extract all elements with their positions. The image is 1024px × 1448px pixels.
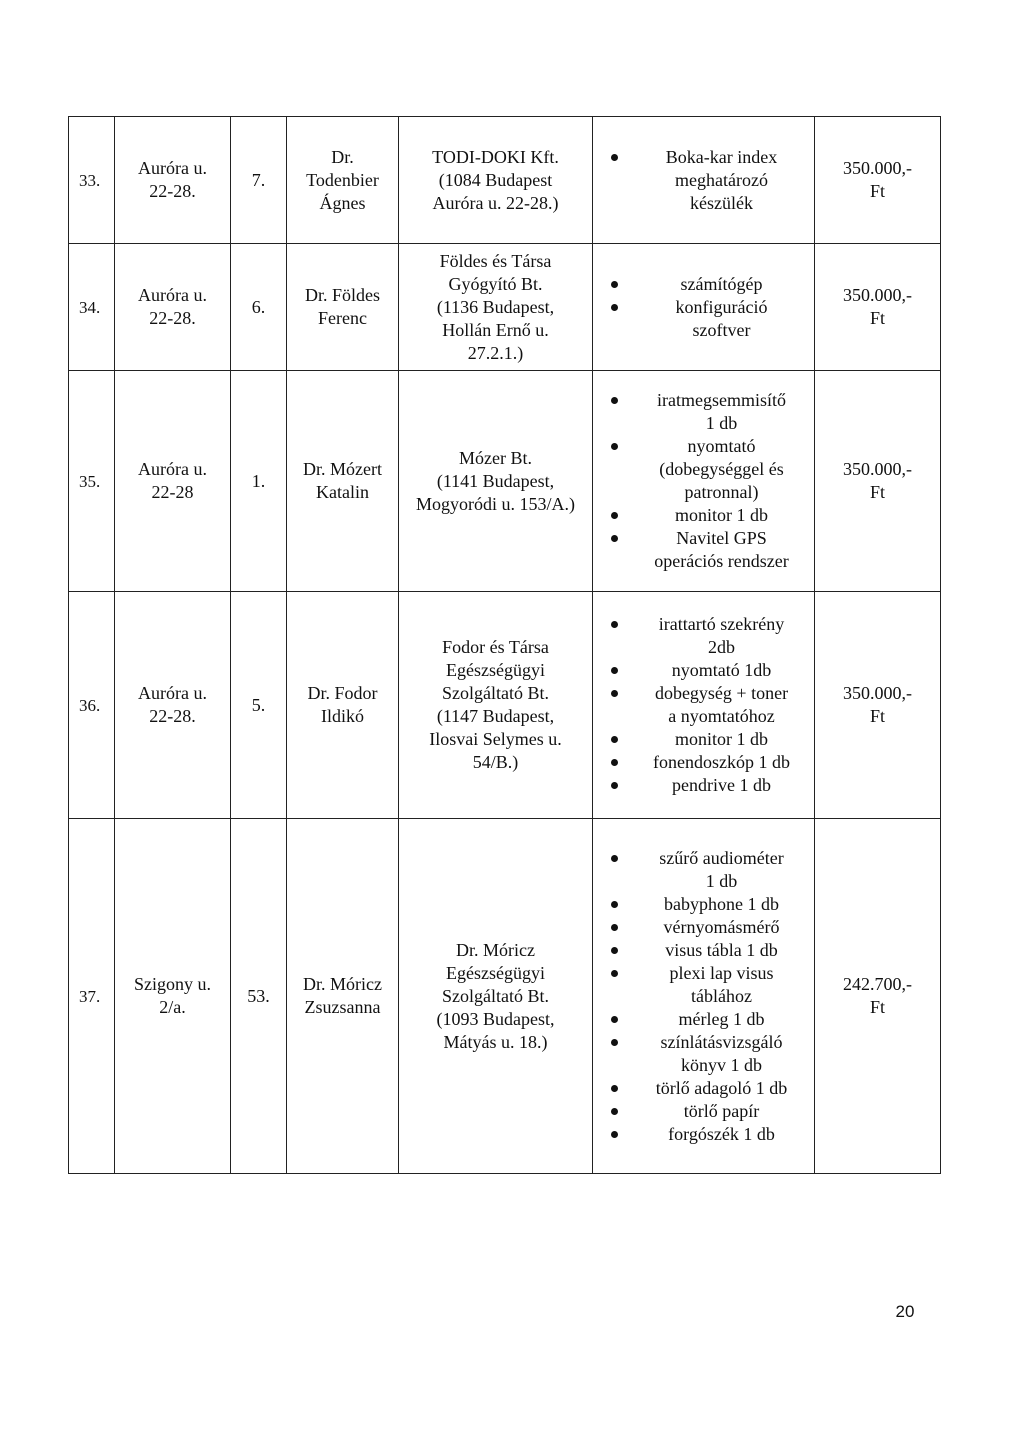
provider-line: (1147 Budapest, bbox=[436, 706, 555, 726]
equipment-list bbox=[605, 847, 810, 1146]
provider-line: Földes és Társa bbox=[439, 250, 552, 271]
address-cell bbox=[115, 819, 231, 1174]
equipment-line: könyv 1 db bbox=[681, 1054, 762, 1075]
table-row bbox=[69, 244, 941, 371]
bullet-icon bbox=[611, 535, 618, 542]
bullet-icon bbox=[611, 924, 618, 931]
provider-line: Mogyoródi u. 153/A.) bbox=[416, 493, 575, 514]
equipment-line: (dobegységgel és bbox=[659, 459, 784, 479]
provider-line: Mózer Bt. bbox=[459, 447, 532, 468]
provider-line: 54/B.) bbox=[472, 752, 519, 772]
grant-table bbox=[68, 116, 941, 1174]
row-number-cell bbox=[69, 592, 115, 819]
provider-cell bbox=[399, 244, 593, 371]
equipment-line: Navitel GPS bbox=[676, 528, 767, 548]
equipment-line: Boka-kar index bbox=[665, 146, 778, 167]
provider-line: Ilosvai Selymes u. bbox=[429, 729, 562, 749]
list-item bbox=[605, 751, 810, 774]
row-number: 33. bbox=[79, 170, 101, 190]
equipment-line: iratmegsemmisítő bbox=[657, 390, 786, 410]
district-number: 53. bbox=[247, 985, 270, 1006]
row-number: 35. bbox=[79, 471, 101, 491]
list-item bbox=[605, 939, 810, 962]
doctor-line: Dr. Móricz bbox=[303, 974, 382, 994]
address-cell bbox=[115, 117, 231, 244]
price-line: 350.000,- bbox=[843, 285, 912, 305]
list-item bbox=[605, 296, 810, 342]
bullet-icon bbox=[611, 736, 618, 743]
table-row bbox=[69, 819, 941, 1174]
equipment-line: 2db bbox=[708, 637, 735, 657]
list-item bbox=[605, 435, 810, 504]
equipment-line: forgószék 1 db bbox=[668, 1123, 775, 1144]
list-item bbox=[605, 504, 810, 527]
bullet-icon bbox=[611, 759, 618, 766]
equipment-line: meghatározó bbox=[675, 169, 768, 190]
list-item bbox=[605, 962, 810, 1008]
bullet-icon bbox=[611, 947, 618, 954]
price-line: 350.000,- bbox=[843, 683, 912, 703]
provider-line: Hollán Ernő u. bbox=[442, 319, 549, 340]
provider-line: 27.2.1.) bbox=[467, 342, 524, 363]
bullet-icon bbox=[611, 782, 618, 789]
bullet-icon bbox=[611, 1085, 618, 1092]
address-line: Auróra u. bbox=[138, 158, 207, 178]
equipment-cell bbox=[593, 592, 815, 819]
doctor-line: Ildikó bbox=[321, 706, 364, 726]
equipment-line: monitor 1 db bbox=[675, 729, 768, 749]
bullet-icon bbox=[611, 397, 618, 404]
table-row bbox=[69, 371, 941, 592]
list-item bbox=[605, 682, 810, 728]
provider-line: Gyógyító Bt. bbox=[448, 273, 543, 294]
price-line: 350.000,- bbox=[843, 158, 912, 178]
district-cell bbox=[231, 117, 287, 244]
row-number-cell bbox=[69, 819, 115, 1174]
equipment-cell bbox=[593, 244, 815, 371]
equipment-line: dobegység + toner bbox=[654, 683, 789, 703]
row-number: 37. bbox=[79, 986, 101, 1006]
price-line: 242.700,- bbox=[843, 974, 912, 994]
equipment-line: törlő papír bbox=[683, 1100, 760, 1121]
bullet-icon bbox=[611, 621, 618, 628]
list-item bbox=[605, 613, 810, 659]
equipment-line: patronnal) bbox=[684, 482, 759, 502]
price-cell bbox=[815, 371, 941, 592]
bullet-icon bbox=[611, 512, 618, 519]
list-item bbox=[605, 728, 810, 751]
doctor-cell bbox=[287, 244, 399, 371]
equipment-line: operációs rendszer bbox=[654, 551, 789, 571]
provider-line: Mátyás u. 18.) bbox=[443, 1031, 548, 1052]
provider-cell bbox=[399, 819, 593, 1174]
district-number: 7. bbox=[251, 169, 266, 190]
list-item bbox=[605, 527, 810, 573]
equipment-line: vérnyomásmérő bbox=[663, 916, 780, 937]
equipment-line: plexi lap visus bbox=[669, 962, 774, 983]
row-number-cell bbox=[69, 244, 115, 371]
doctor-cell bbox=[287, 592, 399, 819]
bullet-icon bbox=[611, 901, 618, 908]
price-cell bbox=[815, 592, 941, 819]
equipment-cell bbox=[593, 819, 815, 1174]
equipment-line: 1 db bbox=[705, 413, 738, 433]
price-cell bbox=[815, 117, 941, 244]
equipment-line: 1 db bbox=[705, 870, 738, 891]
bullet-icon bbox=[611, 281, 618, 288]
district-cell bbox=[231, 244, 287, 371]
price-line: 350.000,- bbox=[843, 459, 912, 479]
equipment-line: szoftver bbox=[692, 319, 751, 340]
price-line: Ft bbox=[869, 482, 885, 502]
address-cell bbox=[115, 592, 231, 819]
equipment-line: babyphone 1 db bbox=[664, 893, 779, 914]
equipment-line: a nyomtatóhoz bbox=[668, 706, 775, 726]
list-item bbox=[605, 1077, 810, 1100]
equipment-cell bbox=[593, 117, 815, 244]
district-number: 6. bbox=[251, 296, 266, 317]
list-item bbox=[605, 273, 810, 296]
address-line: 2/a. bbox=[159, 997, 186, 1017]
equipment-line: konfiguráció bbox=[675, 296, 768, 317]
equipment-line: pendrive 1 db bbox=[672, 775, 771, 795]
equipment-line: táblához bbox=[691, 985, 752, 1006]
price-line: Ft bbox=[869, 181, 885, 201]
list-item bbox=[605, 774, 810, 797]
district-number: 5. bbox=[251, 694, 266, 715]
address-line: 22-28. bbox=[149, 706, 196, 726]
address-line: 22-28. bbox=[149, 181, 196, 201]
equipment-line: mérleg 1 db bbox=[678, 1008, 765, 1029]
address-line: Auróra u. bbox=[138, 459, 207, 479]
district-number: 1. bbox=[251, 470, 266, 491]
bullet-icon bbox=[611, 970, 618, 977]
bullet-icon bbox=[611, 154, 618, 161]
address-cell bbox=[115, 244, 231, 371]
equipment-cell bbox=[593, 371, 815, 592]
equipment-list bbox=[605, 389, 810, 573]
provider-line: Egészségügyi bbox=[446, 962, 545, 983]
provider-cell bbox=[399, 371, 593, 592]
list-item bbox=[605, 659, 810, 682]
address-line: Auróra u. bbox=[138, 683, 207, 703]
bullet-icon bbox=[611, 1131, 618, 1138]
row-number: 36. bbox=[79, 695, 101, 715]
address-line: 22-28 bbox=[151, 482, 194, 502]
address-line: Auróra u. bbox=[138, 285, 207, 305]
provider-line: (1136 Budapest, bbox=[436, 296, 555, 317]
provider-line: (1093 Budapest, bbox=[436, 1008, 555, 1029]
equipment-line: szűrő audiométer bbox=[659, 847, 784, 868]
provider-line: TODI-DOKI Kft. bbox=[432, 146, 559, 167]
table-row bbox=[69, 592, 941, 819]
price-line: Ft bbox=[869, 706, 885, 726]
address-line: Szigony u. bbox=[133, 974, 211, 994]
price-line: Ft bbox=[869, 997, 885, 1017]
list-item bbox=[605, 1100, 810, 1123]
bullet-icon bbox=[611, 1016, 618, 1023]
address-line: 22-28. bbox=[149, 308, 196, 328]
bullet-icon bbox=[611, 855, 618, 862]
doctor-cell bbox=[287, 117, 399, 244]
district-cell bbox=[231, 371, 287, 592]
doctor-line: Todenbier bbox=[306, 169, 379, 190]
provider-line: (1141 Budapest, bbox=[436, 470, 555, 491]
bullet-icon bbox=[611, 690, 618, 697]
equipment-list bbox=[605, 146, 810, 215]
provider-cell bbox=[399, 117, 593, 244]
doctor-line: Dr. bbox=[331, 146, 354, 167]
equipment-line: színlátásvizsgáló bbox=[660, 1031, 783, 1052]
bullet-icon bbox=[611, 1039, 618, 1046]
provider-cell bbox=[399, 592, 593, 819]
equipment-line: számítógép bbox=[680, 273, 763, 294]
provider-line: Auróra u. 22-28.) bbox=[432, 192, 559, 213]
doctor-line: Ferenc bbox=[318, 308, 367, 328]
equipment-list bbox=[605, 613, 810, 797]
equipment-line: monitor 1 db bbox=[675, 505, 768, 525]
row-number-cell bbox=[69, 371, 115, 592]
doctor-line: Dr. Földes bbox=[304, 285, 380, 305]
doctor-line: Dr. Fodor bbox=[307, 683, 378, 703]
table-row bbox=[69, 117, 941, 244]
provider-line: Szolgáltató Bt. bbox=[442, 683, 549, 703]
equipment-line: nyomtató bbox=[687, 436, 756, 456]
list-item bbox=[605, 1123, 810, 1146]
equipment-line: fonendoszkóp 1 db bbox=[653, 752, 790, 772]
doctor-line: Dr. Mózert bbox=[303, 459, 382, 479]
provider-line: Egészségügyi bbox=[446, 660, 545, 680]
bullet-icon bbox=[611, 667, 618, 674]
price-line: Ft bbox=[869, 308, 885, 328]
table-body bbox=[69, 117, 941, 1174]
price-cell bbox=[815, 819, 941, 1174]
provider-line: Szolgáltató Bt. bbox=[442, 985, 549, 1006]
price-cell bbox=[815, 244, 941, 371]
list-item bbox=[605, 146, 810, 215]
district-cell bbox=[231, 592, 287, 819]
doctor-line: Ágnes bbox=[319, 192, 366, 213]
page-number: 20 bbox=[895, 1302, 915, 1321]
list-item bbox=[605, 1031, 810, 1077]
address-cell bbox=[115, 371, 231, 592]
list-item bbox=[605, 389, 810, 435]
bullet-icon bbox=[611, 304, 618, 311]
doctor-line: Katalin bbox=[316, 482, 369, 502]
equipment-line: törlő adagoló 1 db bbox=[655, 1077, 788, 1098]
provider-line: (1084 Budapest bbox=[438, 169, 553, 190]
doctor-line: Zsuzsanna bbox=[304, 997, 381, 1017]
equipment-line: irattartó szekrény bbox=[658, 614, 785, 634]
row-number-cell bbox=[69, 117, 115, 244]
equipment-list bbox=[605, 273, 810, 342]
list-item bbox=[605, 847, 810, 893]
doctor-cell bbox=[287, 819, 399, 1174]
equipment-line: készülék bbox=[690, 192, 753, 213]
provider-line: Fodor és Társa bbox=[442, 637, 549, 657]
row-number: 34. bbox=[79, 297, 101, 317]
district-cell bbox=[231, 819, 287, 1174]
equipment-line: visus tábla 1 db bbox=[665, 939, 778, 960]
bullet-icon bbox=[611, 443, 618, 450]
provider-line: Dr. Móricz bbox=[456, 939, 535, 960]
list-item bbox=[605, 1008, 810, 1031]
equipment-line: nyomtató 1db bbox=[671, 660, 772, 680]
list-item bbox=[605, 893, 810, 916]
bullet-icon bbox=[611, 1108, 618, 1115]
doctor-cell bbox=[287, 371, 399, 592]
list-item bbox=[605, 916, 810, 939]
